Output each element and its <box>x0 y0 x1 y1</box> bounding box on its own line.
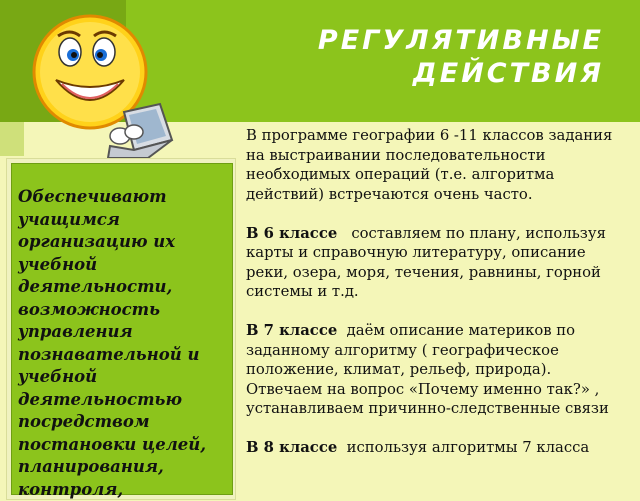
grade7-label: В 7 классе <box>246 322 338 339</box>
grade6-text: составляем по плану, используя карты и справочную литературу, описание реки, озера, моря, течения, равнины, горной системы и т.д. <box>246 224 611 300</box>
slide-title-line-2: ДЕЙСТВИЯ <box>412 58 604 89</box>
grade8-label: В 8 классе <box>246 439 338 456</box>
grade8-paragraph <box>246 438 630 458</box>
grade8-text: используя алгоритмы 7 класса <box>337 439 590 456</box>
grade7-paragraph <box>246 321 630 419</box>
left-panel-frame <box>6 158 236 500</box>
left-panel-text: Обеспечивают учащимся организацию их учебной деятельности, возможность управления познавательной и учебной деятельностью посредством постановки целей, планирования, контроля, <box>18 187 207 499</box>
grade6-label: В 6 классе <box>246 224 338 242</box>
corner-block-lower <box>0 122 24 156</box>
smiley-with-laptop-icon <box>26 8 206 162</box>
grade6-paragraph <box>246 224 630 302</box>
right-content <box>246 126 630 477</box>
slide-title-line-1: РЕГУЛЯТИВНЫЕ <box>317 25 604 56</box>
slide-title <box>184 24 604 90</box>
intro-paragraph: В программе географии 6 -11 классов задания на выстраивании последовательности необходимых операций (т.е. алгоритма действий) встречаются очень часто. <box>246 127 618 203</box>
grade7-text: даём описание материков по заданному алгоритму ( географическое положение, климат, рельеф, природа). Отвечаем на вопрос «Почему именно так?» , устанавливаем причинно-следственные связи <box>246 322 609 417</box>
left-panel <box>11 163 233 499</box>
